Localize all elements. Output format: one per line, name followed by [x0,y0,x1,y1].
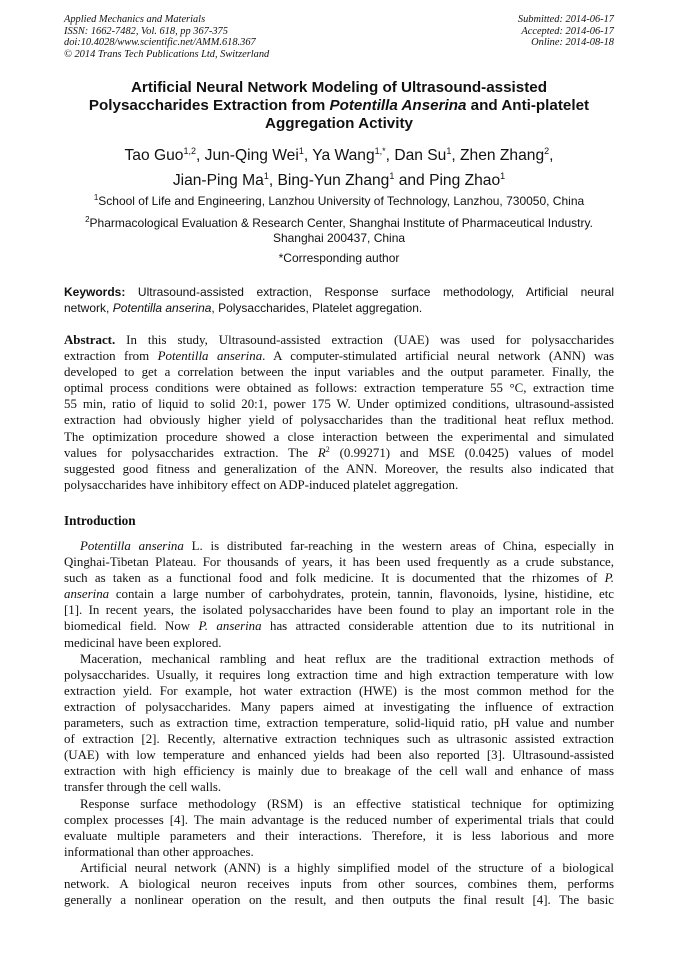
species-name: anserina [64,587,110,602]
affiliation-marker: 2 [85,215,90,224]
author [125,147,205,164]
affiliation-marker: 1 [93,193,99,202]
intro-paragraph-3-line [64,844,614,860]
abstract-line: developed to get a correlation between the input variables and the output parameter. Finally, the [64,365,614,380]
affiliation-1 [60,194,618,209]
intro-paragraph-2-line [64,699,614,715]
author [429,172,505,189]
species-name: Potentilla anserina [80,539,184,553]
author-separator: , [385,147,395,164]
species-name: P. [604,571,614,586]
author-name: Jian-Ping Ma [172,172,264,189]
title-text: and Anti-platelet [466,97,590,114]
author-affiliation-marker: 1 [500,171,506,181]
intro-paragraph-2-line [64,667,614,683]
paragraph-text: parameters, such as extraction time, extraction temperature, solid-liquid ratio, pH value and number [64,716,614,731]
author-separator: , [549,147,554,164]
affiliation-text: School of Life and Engineering, Lanzhou University of Technology, Lanzhou, 730050, China [98,194,585,208]
abstract-line: The optimization procedure showed a close interaction between the experimental and simulated [64,429,614,444]
paragraph-text: extraction yield. For example, hot water extraction (HWE) is the most common method for the [64,683,614,698]
intro-paragraph-2-line [64,779,614,795]
intro-paragraph-4-line [64,860,614,876]
paragraph-text: transfer through the cell walls. [64,780,222,795]
r-squared-symbol: R [317,445,326,460]
keywords-species: Potentilla anserina [112,301,212,315]
submitted-date: Submitted: 2014-06-17 [517,14,614,25]
section-heading-introduction: Introduction [64,513,136,528]
author-list [60,143,618,193]
paragraph-text: contain a large number of carbohydrates, protein, tannin, flavonoids, lysine, histidine, etc [109,587,614,602]
intro-paragraph-3-line [64,812,614,828]
paragraph-text: polysaccharides. Usually, it requires long extraction time and high extraction temperature with low [64,667,614,682]
abstract-label: Abstract. [64,333,116,347]
paragraph-text: extraction of polysaccharides. Many papers aimed at investigating the influence of extraction [64,699,614,714]
paragraph-text: of extraction [2]. Recently, alternative extraction techniques such as ultrasonic assisted extraction [64,732,614,747]
affiliation-line [60,194,618,209]
author-separator: , [303,147,313,164]
paragraph-text: [1]. In recent years, the isolated polysaccharides have been found to play an important role in the [64,603,614,618]
paragraph-text: (UAE) with low temperature and enhanced yields had been also reported [3]. Ultrasound-assisted [64,748,614,763]
journal-name: Applied Mechanics and Materials [64,14,206,25]
author-affiliation-marker: 1 [446,146,452,156]
abstract-line: optimal process conditions were obtained as follows: extraction temperature 55 °C, extraction time [64,381,614,396]
abstract [64,332,614,493]
paragraph-text: evaluate multiple parameters and their interactions. Therefore, it is less laborious and more [64,828,614,843]
intro-paragraph-2-line [64,715,614,731]
doi: doi:10.4028/www.scientific.net/AMM.618.367 [64,37,256,48]
abstract-text: values for polysaccharides extraction. The [64,445,318,460]
affiliation-2 [60,216,618,246]
intro-paragraph-1-line [64,570,614,586]
author [460,147,553,164]
title-line: Artificial Neural Network Modeling of Ultrasound-assisted [130,79,548,96]
issn: ISSN: 1662-7482, Vol. 618, pp 367-375 [64,25,228,37]
paragraph-text: such as taken as a functional food and folk medicine. It is documented that the rhizomes of [64,571,605,586]
intro-paragraph-2-line [64,763,614,779]
paragraph-text: Response surface methodology (RSM) is an effective statistical technique for optimizing [80,796,614,811]
abstract-text: extraction from [64,349,158,364]
paragraph-text: Qinghai-Tibetan Plateau. For thousands of years, it has been used frequently as a crude substance, [64,555,614,570]
paragraph-text: informational than other approaches. [64,844,254,859]
title-text: Polysaccharides Extraction from [88,97,330,114]
paper-title [60,79,618,133]
journal-info [64,14,269,60]
paragraph-text: network. A biological neuron receives inputs from other sources, combines them, performs [64,876,614,891]
species-name: P. anserina [198,619,262,634]
paragraph-text: complex processes [4]. The main advantage is the reduced number of experimental trials that could [64,812,614,827]
intro-paragraph-4-line [64,876,614,892]
intro-paragraph-1-line [64,554,614,570]
intro-paragraph-1-line [64,635,614,651]
paragraph-text: medicinal have been explored. [64,635,222,650]
author-name: Tao Guo [124,147,184,164]
intro-paragraph-4-line [64,892,614,908]
abstract-line: 55 min, ratio of liquid to solid 20:1, power 175 W. Under optimized conditions, ultrasound-assisted [64,397,614,412]
author [205,147,313,164]
paragraph-text: has attracted considerable attention due to its nutritional in [261,619,614,634]
keywords [64,284,614,316]
keywords-label: Keywords: [64,285,126,299]
paragraph-text: Artificial neural network (ANN) is a highly simplified model of the structure of a biological [80,860,614,875]
corresponding-author: *Corresponding author [278,251,400,265]
keywords-text: network, [64,301,113,315]
author [394,147,460,164]
intro-paragraph-2-line [64,747,614,763]
author [312,147,394,164]
title-species: Potentilla Anserina [329,97,467,114]
introduction-body [64,538,614,908]
intro-paragraph-1-line [64,538,614,554]
author-affiliation-marker: 1 [263,171,269,181]
author-separator: , [451,147,461,164]
online-date: Online: 2014-08-18 [531,37,614,48]
title-line [60,97,618,115]
author-name: Bing-Yun Zhang [277,172,390,189]
author-name: Ping Zhao [429,172,501,189]
author-separator: , [195,147,205,164]
author-affiliation-marker: 1,2 [183,146,196,156]
r-squared-exponent: 2 [325,444,330,454]
abstract-line: polysaccharides have inhibitory effect on ADP-induced platelet aggregation. [64,477,459,492]
author-affiliation-marker: 1,* [374,146,386,156]
keywords-line [64,300,614,316]
intro-paragraph-2-line [64,651,614,667]
intro-paragraph-1-line [64,618,614,634]
author [173,172,278,189]
author-affiliation-marker: 1 [389,171,395,181]
intro-paragraph-1-line [64,602,614,618]
keywords-text: Ultrasound-assisted extraction, Response surface methodology, Artificial neural [125,285,614,299]
abstract-text: In this study, Ultrasound-assisted extraction (UAE) was used for polysaccharides [115,333,614,347]
affiliation-text: Pharmacological Evaluation & Research Center, Shanghai Institute of Pharmaceutical Industry. [89,216,593,230]
paragraph-text: L. is distributed far-reaching in the western areas of China, especially in [183,539,614,553]
publication-dates [518,14,614,49]
author-affiliation-marker: 2 [544,146,550,156]
intro-paragraph-2-line [64,731,614,747]
author-name: Zhen Zhang [460,147,545,164]
intro-paragraph-3-line [64,828,614,844]
author-separator: , [268,172,278,189]
abstract-text: . A computer-stimulated artificial neural network (ANN) was [262,349,615,364]
abstract-line [64,332,614,348]
author-line [60,168,618,193]
abstract-line: suggested good fitness and generalization of the ANN. Moreover, the results also indicated that [64,461,614,476]
author-line [60,143,618,168]
intro-paragraph-3-line [64,796,614,812]
affiliation-line [60,216,618,231]
paragraph-text: generally a nonlinear operation on the result, and then outputs the final result [4]. The basic [64,893,614,908]
accepted-date: Accepted: 2014-06-17 [521,25,614,37]
author-affiliation-marker: 1 [298,146,304,156]
author-separator: and [394,172,430,189]
intro-paragraph-1-line [64,586,614,602]
title-line: Aggregation Activity [265,115,413,132]
corresponding-note [60,251,618,266]
abstract-line: extraction had obviously higher yield of polysaccharides than the traditional heat reflux method. [64,413,614,428]
abstract-line [64,445,614,461]
copyright: © 2014 Trans Tech Publications Ltd, Switzerland [64,48,270,60]
paragraph-text: Maceration, mechanical rambling and heat reflux are the traditional extraction methods of [80,651,614,666]
paragraph-text: extraction with high efficiency is mainly due to breakage of the cell wall and enhance of mass [64,764,614,779]
abstract-text: (0.99271) and MSE (0.0425) values of model [329,445,614,460]
paragraph-text: biomedical field. Now [64,619,199,634]
affiliation-line: Shanghai 200437, China [272,231,406,245]
abstract-line [64,348,614,364]
intro-paragraph-2-line [64,683,614,699]
keywords-text: , Polysaccharides, Platelet aggregation. [211,301,423,315]
keywords-line [64,284,614,300]
author [278,172,430,189]
abstract-species: Potentilla anserina [157,349,263,364]
author-name: Dan Su [394,147,447,164]
author-name: Ya Wang [312,147,375,164]
author-name: Jun-Qing Wei [204,147,299,164]
